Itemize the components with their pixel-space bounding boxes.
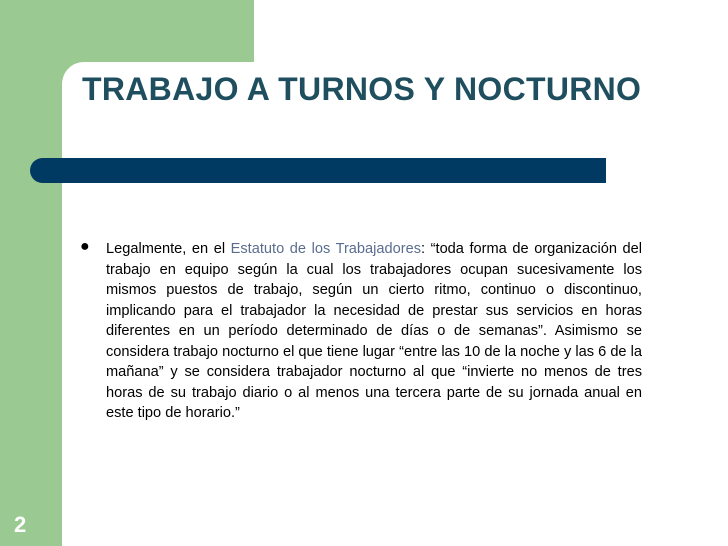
page-number: 2 xyxy=(14,512,27,537)
title-underline-bar xyxy=(30,158,606,183)
body-text-intro: Legalmente, en el xyxy=(106,241,231,257)
body-paragraph xyxy=(106,239,642,424)
bullet-icon: ● xyxy=(80,238,90,255)
slide-title: TRABAJO A TURNOS Y NOCTURNO xyxy=(82,71,642,107)
estatuto-link[interactable]: Estatuto de los Trabajadores xyxy=(230,241,422,257)
body-text-main: : “toda forma de organización del trabajo en equipo según la cual los trabajadores ocupan sucesivamente los mismos puestos de trabajo, según un cierto ritmo, continuo o discontinuo, implicando para el trabajador la necesidad de prestar sus servicios en horas diferentes en un período determinado de días o de semanas”. Asimismo se considera trabajo nocturno el que tiene lugar “entre las 10 de la noche y las 6 de la mañana” y se considera trabajador nocturno al que “invierte no menos de tres horas de su trabajo diario o al menos una tercera parte de su jornada anual en este tipo de horario.” xyxy=(106,241,642,421)
green-side-strip xyxy=(0,0,62,546)
